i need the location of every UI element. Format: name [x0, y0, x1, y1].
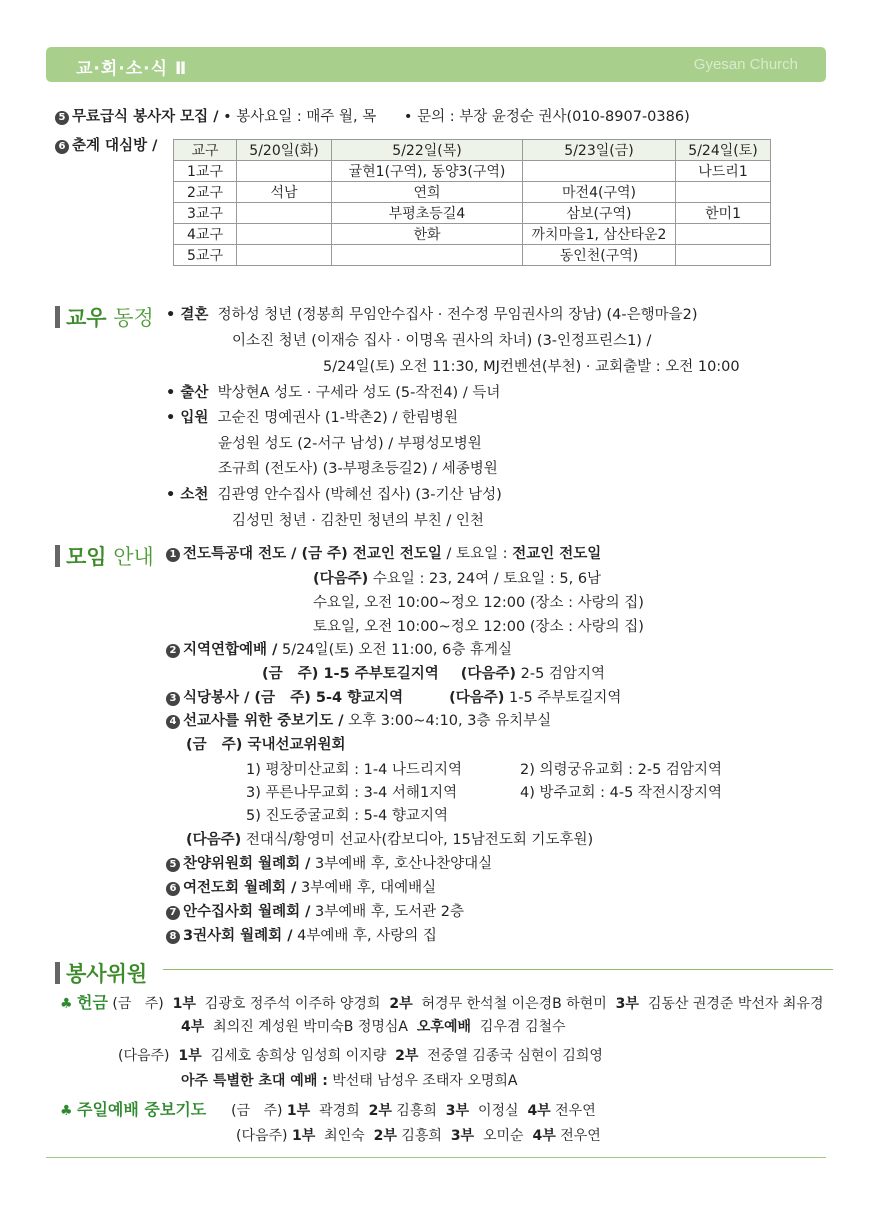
section-title: 교·회·소·식 Ⅱ: [76, 59, 188, 79]
table-cell: 나드리1: [676, 161, 771, 182]
meeting-4-next: (다음주) 전대식/황영미 선교사(캄보디아, 15남전도회 기도후원): [186, 832, 594, 848]
table-cell: [676, 245, 771, 266]
news-birth: • 출산 박상현A 성도 · 구세라 성도 (5-작전4) / 득녀: [166, 385, 501, 401]
news-wedding-1: • 결혼 정하성 청년 (정봉희 무임안수집사 · 전수정 무임권사의 장남) (4-은행마을2): [166, 307, 698, 323]
news-hospital-2: 윤성원 성도 (2-서구 남성) / 부평성모병원: [218, 436, 482, 452]
meetings-heading: 모임 안내: [55, 541, 154, 571]
table-cell: 1교구: [174, 161, 237, 182]
news-death-2: 김성민 청년 · 김찬민 청년의 부친 / 인천: [232, 513, 484, 529]
table-row: [174, 245, 771, 266]
meeting-4-church-5: 5) 진도중굴교회 : 5-4 향교지역: [246, 808, 448, 824]
table-cell: 석남: [237, 182, 332, 203]
news-wedding-3: 5/24일(토) 오전 11:30, MJ컨벤션(부천) · 교회출발 : 오전 10:00: [323, 359, 740, 375]
table-header: 5/20일(화): [237, 140, 332, 161]
meeting-5: 5 찬양위원회 월례회 / 3부예배 후, 호산나찬양대실: [166, 855, 492, 873]
table-header: 5/24일(토): [676, 140, 771, 161]
table-cell: 마전4(구역): [523, 182, 676, 203]
heading-rule: [163, 969, 833, 970]
table-cell: 동인천(구역): [523, 245, 676, 266]
meeting-6: 6 여전도회 월례회 / 3부예배 후, 대예배실: [166, 879, 436, 897]
table-cell: 한화: [332, 224, 523, 245]
news-heading: 교우 동정: [55, 302, 154, 332]
meeting-1-wed: 수요일, 오전 10:00~정오 12:00 (장소 : 사랑의 집): [313, 595, 644, 611]
table-header: 5/23일(금): [523, 140, 676, 161]
table-header: 5/22일(목): [332, 140, 523, 161]
heading-bar: [55, 962, 60, 984]
meeting-7: 7 안수집사회 월례회 / 3부예배 후, 도서관 2층: [166, 903, 464, 921]
church-name: Gyesan Church: [693, 56, 798, 73]
meeting-1-next: (다음주) 수요일 : 23, 24여 / 토요일 : 5, 6남: [313, 571, 602, 587]
visitation-table: [173, 139, 771, 266]
meeting-1-sat: 토요일, 오전 10:00~정오 12:00 (장소 : 사랑의 집): [313, 619, 644, 635]
offering-next-week: (다음주) 1부 김세호 송희상 임성희 이지량 2부 전중열 김종국 심현이 김희영: [118, 1048, 603, 1064]
table-row: [174, 182, 771, 203]
section-header: [46, 47, 826, 82]
meeting-8: 8 3권사회 월례회 / 4부예배 후, 사랑의 집: [166, 927, 437, 945]
table-cell: 까치마을1, 삼산타운2: [523, 224, 676, 245]
table-cell: 4교구: [174, 224, 237, 245]
meeting-4-church-4: 4) 방주교회 : 4-5 작전시장지역: [520, 785, 722, 801]
visitation-title: 춘계 대심방 /: [72, 138, 158, 154]
table-row: [174, 161, 771, 182]
table-cell: [237, 245, 332, 266]
meeting-4: 4 선교사를 위한 중보기도 / 오후 3:00~4:10, 3층 유치부실: [166, 712, 551, 730]
table-cell: [237, 224, 332, 245]
offering-this-week-2: 4부 최의진 계성원 박미숙B 정명심A 오후예배 김우겸 김철수: [181, 1019, 566, 1035]
table-cell: 한미1: [676, 203, 771, 224]
table-header-row: [174, 140, 771, 161]
table-cell: 2교구: [174, 182, 237, 203]
volunteer-title: 무료급식 봉사자 모집 /: [72, 109, 219, 125]
meeting-4-church-2: 2) 의령궁유교회 : 2-5 검암지역: [520, 762, 722, 778]
meeting-4-church-3: 3) 푸른나무교회 : 3-4 서해1지역: [246, 785, 458, 801]
table-cell: [676, 224, 771, 245]
table-row: [174, 224, 771, 245]
visitation-label: [55, 137, 157, 155]
meeting-3: 3 식당봉사 / (금 주) 5-4 향교지역 (다음주) 1-5 주부토길지역: [166, 689, 621, 707]
table-header: 교구: [174, 140, 237, 161]
heading-bar: [55, 306, 60, 328]
table-cell: [523, 161, 676, 182]
table-cell: 삼보(구역): [523, 203, 676, 224]
table-cell: [237, 161, 332, 182]
table-cell: [237, 203, 332, 224]
number-badge: 6: [55, 140, 69, 154]
table-cell: [332, 245, 523, 266]
news-hospital-1: • 입원 고순진 명예권사 (1-박촌2) / 한림병원: [166, 410, 458, 426]
news-death-1: • 소천 김관영 안수집사 (박혜선 집사) (3-기산 남성): [166, 487, 502, 503]
meeting-2: 2 지역연합예배 / 5/24일(토) 오전 11:00, 6층 휴게실: [166, 641, 512, 659]
footer-rule: [46, 1157, 826, 1158]
prayer-this-week: ♣ 주일예배 중보기도 (금 주) 1부 곽경희 2부 김흥희 3부 이정실 4부 전우연: [60, 1100, 596, 1119]
heading-bar: [55, 545, 60, 567]
table-cell: 3교구: [174, 203, 237, 224]
offering-this-week: ♣ 헌금 (금 주) 1부 김광호 정주석 이주하 양경희 2부 허경무 한석철 이은경B 하현미 3부 김동산 권경준 박선자 최유경: [60, 993, 824, 1012]
number-badge: 5: [55, 111, 69, 125]
news-hospital-3: 조규희 (전도사) (3-부평초등길2) / 세종병원: [218, 461, 498, 477]
meeting-4-committee: (금 주) 국내선교위원회: [186, 737, 346, 753]
special-invitation: 아주 특별한 초대 예배 : 박선태 남성우 조태자 오명희A: [181, 1073, 518, 1089]
volunteer-text: • 봉사요일 : 매주 월, 목 • 문의 : 부장 윤정순 권사(010-8907-0386): [223, 109, 690, 125]
table-cell: 연희: [332, 182, 523, 203]
table-row: [174, 203, 771, 224]
prayer-next-week: (다음주) 1부 최인숙 2부 김흥희 3부 오미순 4부 전우연: [236, 1128, 601, 1144]
table-cell: [676, 182, 771, 203]
clover-icon: ♣: [60, 1103, 73, 1119]
table-cell: 5교구: [174, 245, 237, 266]
table-cell: 부평초등길4: [332, 203, 523, 224]
service-heading: 봉사위원: [55, 958, 147, 988]
clover-icon: ♣: [60, 996, 73, 1012]
news-wedding-2: 이소진 청년 (이재승 집사 · 이명옥 권사의 차녀) (3-인정프린스1) /: [232, 333, 652, 349]
table-cell: 귤현1(구역), 동양3(구역): [332, 161, 523, 182]
meeting-1: 1 전도특공대 전도 / (금 주) 전교인 전도일 / 토요일 : 전교인 전도일: [166, 545, 601, 563]
volunteer-notice: [55, 108, 690, 126]
meeting-2-detail: (금 주) 1-5 주부토길지역 (다음주) 2-5 검암지역: [262, 666, 605, 682]
meeting-4-church-1: 1) 평창미산교회 : 1-4 나드리지역: [246, 762, 462, 778]
